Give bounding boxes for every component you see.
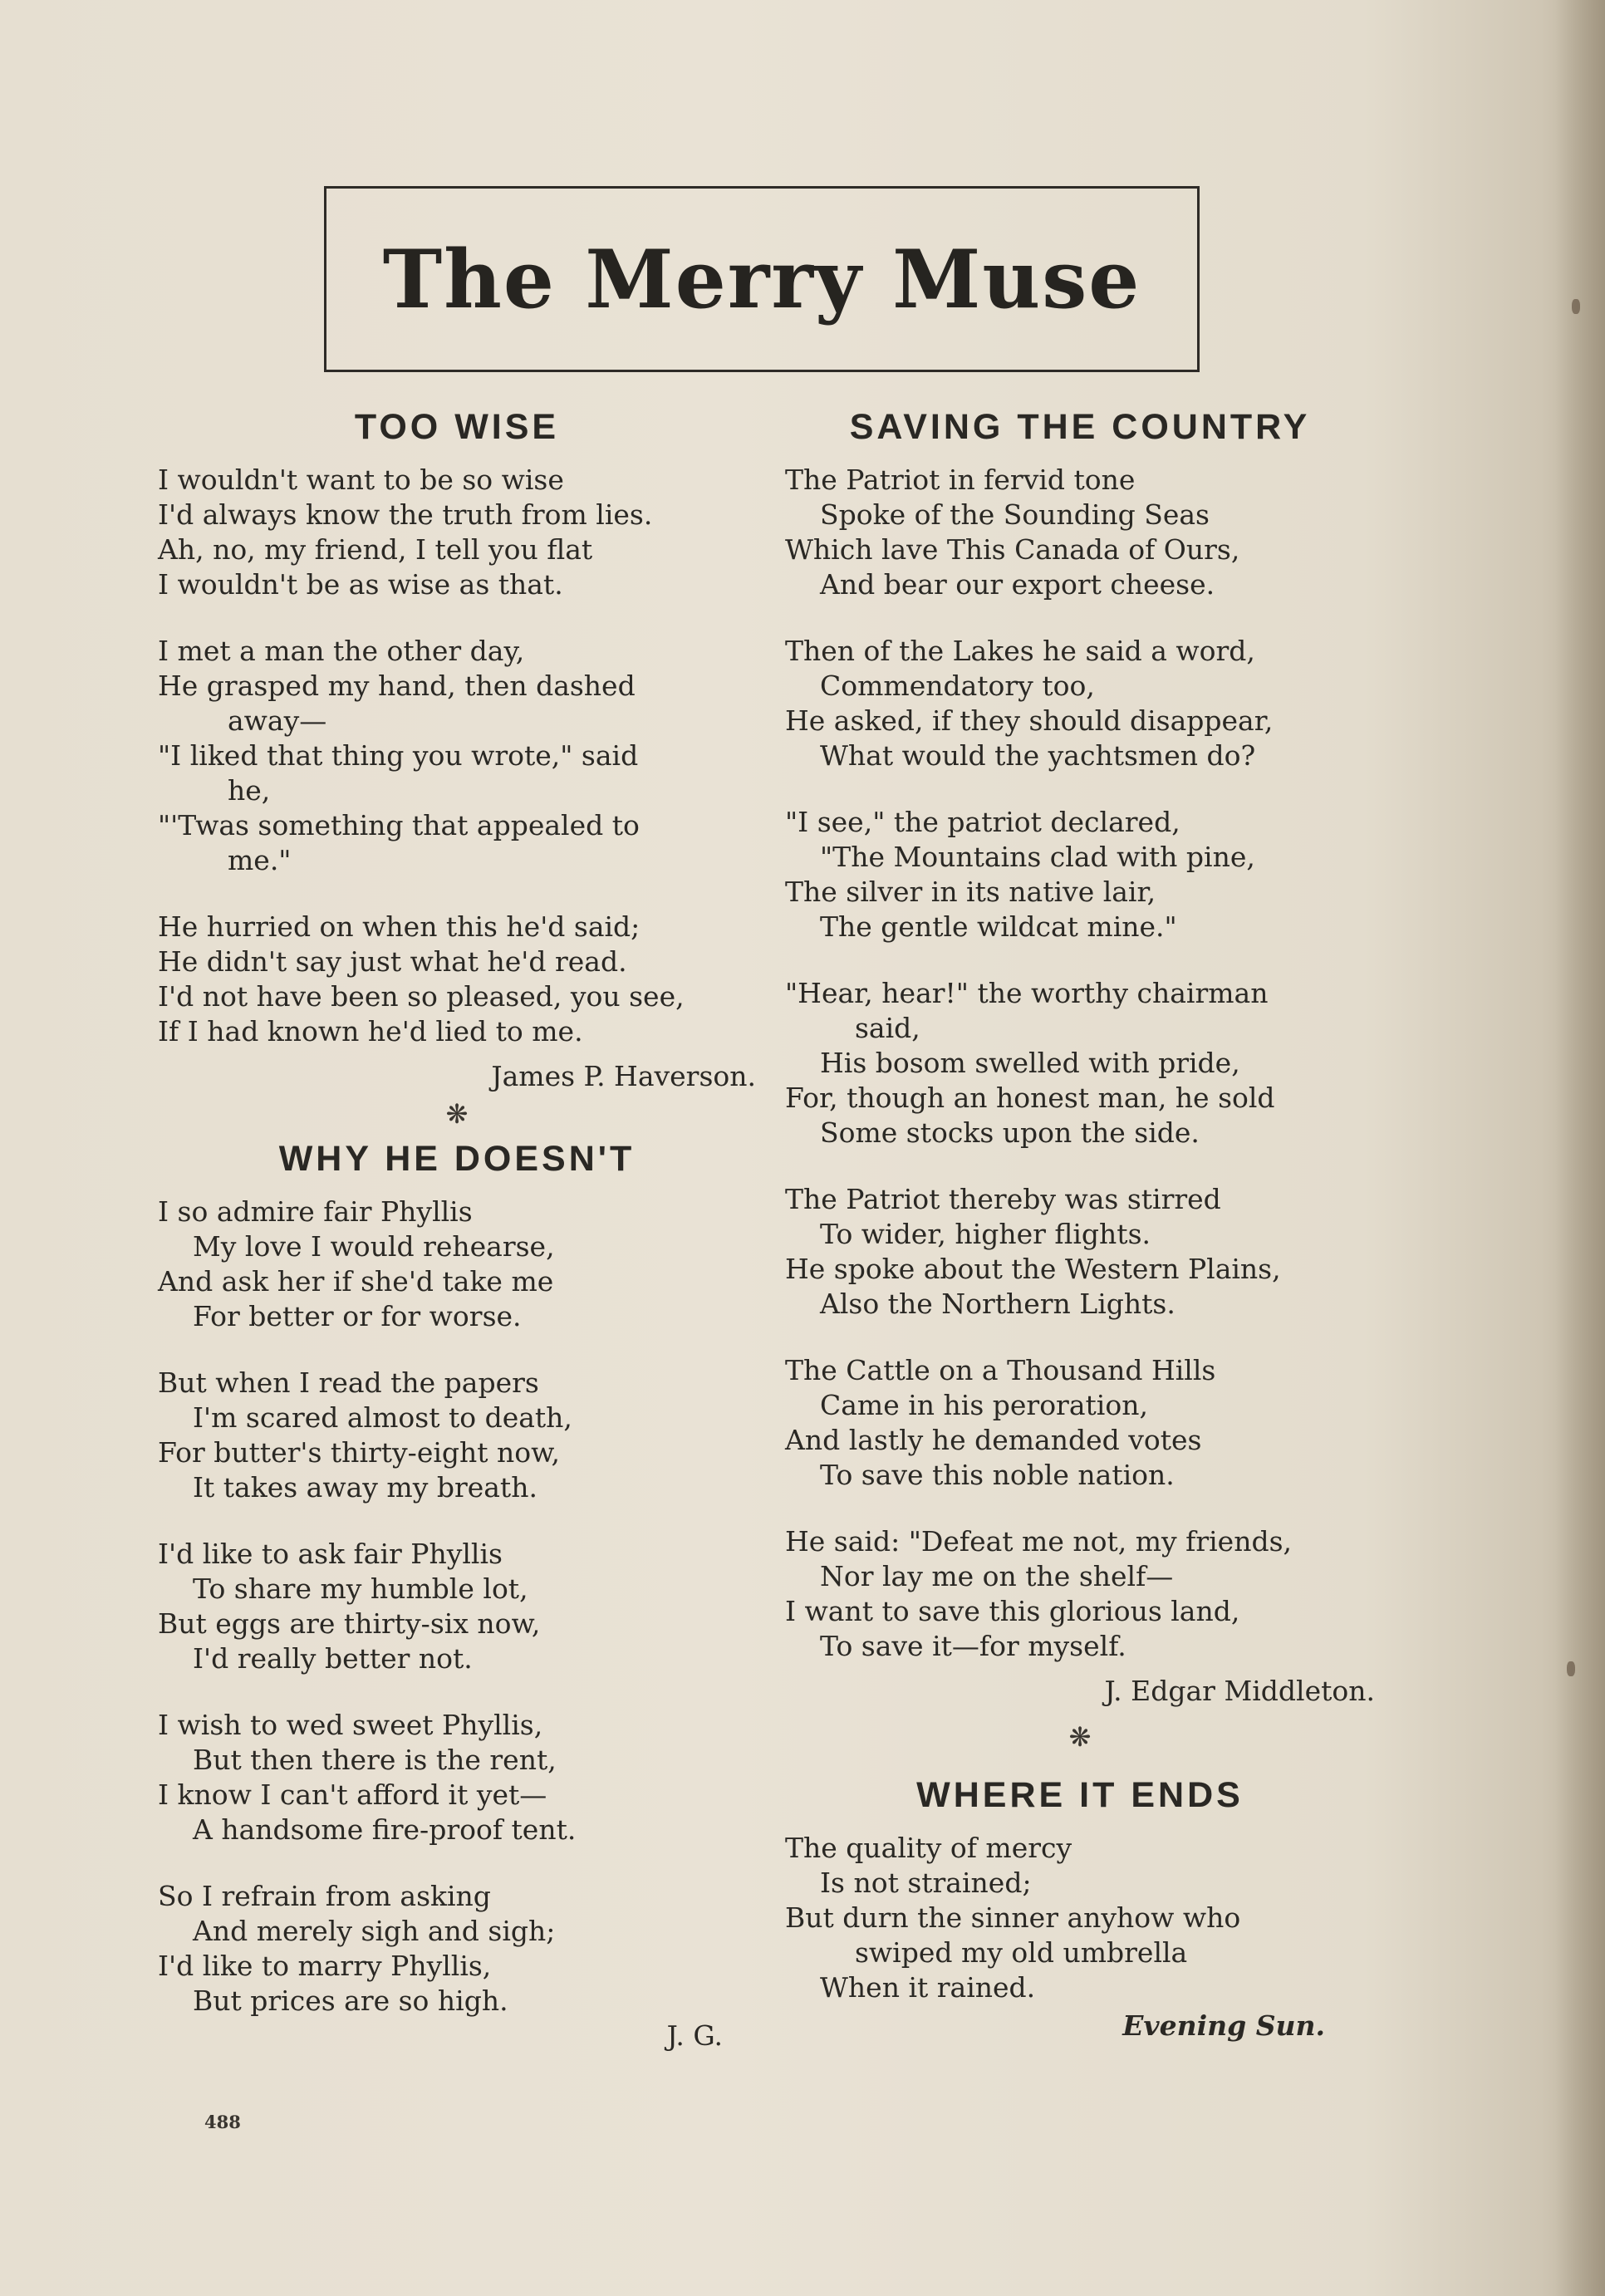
poem-line: For butter's thirty-eight now, [158,1436,560,1469]
poem-line: I wouldn't be as wise as that. [158,568,563,601]
poem-line: I'd not have been so pleased, you see, [158,980,685,1013]
asterism-ornament: ❋ [1068,1721,1092,1753]
page-number: 488 [204,2112,241,2132]
poem-line: But then there is the rent, [193,1744,557,1776]
asterism-ornament: ❋ [445,1098,469,1130]
poem-line: So I refrain from asking [158,1880,491,1912]
poem-line: Then of the Lakes he said a word, [785,635,1255,667]
poem-line: away— [228,704,327,737]
paper-stain [1572,299,1580,314]
poem-author: J. Edgar Middleton. [1104,1675,1375,1707]
poem-line: He grasped my hand, then dashed [158,670,636,702]
stanza [785,1353,1375,1493]
poem-line: "'Twas something that appealed to [158,809,640,841]
paper-stain [1567,1661,1575,1676]
poem-line: And merely sigh and sigh; [193,1915,556,1947]
stanza [785,976,1375,1150]
right-column [785,407,1375,2043]
poem-line: I want to save this glorious land, [785,1595,1240,1627]
poem-line: And ask her if she'd take me [158,1265,554,1298]
poem-line: But when I read the papers [158,1366,539,1399]
poem-line: What would the yachtsmen do? [820,739,1256,772]
poem-line: I know I can't afford it yet— [158,1778,547,1811]
poem-line: I'd like to marry Phyllis, [158,1950,492,1982]
poem-line: I'd really better not. [193,1642,473,1675]
poem-line: said, [855,1012,920,1044]
poem-line: And lastly he demanded votes [785,1424,1202,1456]
poem-line: I'd like to ask fair Phyllis [158,1538,503,1570]
poem-line: When it rained. [820,1971,1036,2004]
poem-line: "I see," the patriot declared, [785,806,1180,838]
poem-line: To save it—for myself. [820,1630,1126,1662]
poem-line: My love I would rehearse, [193,1230,555,1263]
poem-line: Nor lay me on the shelf— [820,1560,1174,1592]
stanza [785,463,1375,602]
poem-line: The quality of mercy [785,1832,1072,1864]
poem-line: Some stocks upon the side. [820,1116,1200,1149]
poem-line: "I liked that thing you wrote," said [158,739,639,772]
poem-line: He said: "Defeat me not, my friends, [785,1525,1293,1558]
poem-line: His bosom swelled with pride, [820,1047,1240,1079]
poem-line: For better or for worse. [193,1300,522,1332]
poem-line: If I had known he'd lied to me. [158,1015,583,1047]
stanza [785,1831,1375,2005]
poem-line: Commendatory too, [820,670,1095,702]
poem-line: He spoke about the Western Plains, [785,1253,1281,1285]
stanza [158,1708,756,1847]
poem-line: Which lave This Canada of Ours, [785,533,1240,566]
poem-where-it-ends [785,1775,1375,2043]
poem-line: Spoke of the Sounding Seas [820,498,1210,531]
stanza [785,634,1375,773]
stanza [158,1879,756,2019]
poem-line: I'd always know the truth from lies. [158,498,653,531]
poem-title: WHY HE DOESN'T [278,1139,636,1179]
page-title: The Merry Muse [382,232,1141,326]
poem-line: But eggs are thirty-six now, [158,1607,541,1640]
poem-line: To share my humble lot, [193,1572,528,1605]
poem-line: The silver in its native lair, [785,876,1156,908]
poem-saving-the-country [785,407,1375,1709]
poem-line: He hurried on when this he'd said; [158,910,641,943]
poem-line: me." [228,844,292,876]
poem-line: The Cattle on a Thousand Hills [785,1354,1216,1386]
poem-line: I'm scared almost to death, [193,1401,572,1434]
poem-line: A handsome fire-proof tent. [193,1813,577,1846]
poem-line: It takes away my breath. [193,1471,537,1504]
stanza [158,1195,756,1334]
poem-why-he-doesnt [158,1139,756,2053]
poem-line: To wider, higher flights. [820,1218,1151,1250]
poem-line: He didn't say just what he'd read. [158,945,627,978]
poem-line: I so admire fair Phyllis [158,1195,473,1228]
stanza [785,1182,1375,1322]
stanza [785,1524,1375,1664]
poem-title: WHERE IT ENDS [916,1775,1244,1815]
poem-line: The gentle wildcat mine." [820,910,1177,943]
poem-line: For, though an honest man, he sold [785,1082,1275,1114]
poem-line: "The Mountains clad with pine, [820,841,1255,873]
masthead-box [324,186,1200,372]
poem-line: The Patriot in fervid tone [785,464,1136,496]
stanza [785,805,1375,944]
poem-line: The Patriot thereby was stirred [785,1183,1221,1215]
poem-author: Evening Sun. [1122,2009,1325,2042]
stanza [158,634,756,878]
poem-line: And bear our export cheese. [820,568,1215,601]
poem-line: Ah, no, my friend, I tell you flat [158,533,593,566]
stanza [158,1537,756,1676]
poem-author: J. G. [666,2019,723,2052]
poem-line: But durn the sinner anyhow who [785,1901,1241,1934]
poem-line: "Hear, hear!" the worthy chairman [785,977,1269,1009]
poem-author: James P. Haverson. [491,1060,756,1092]
poem-line: But prices are so high. [193,1984,508,2017]
poem-line: Is not strained; [820,1867,1032,1899]
poem-title: TOO WISE [354,407,560,447]
poem-title: SAVING THE COUNTRY [849,407,1311,447]
poem-line: Also the Northern Lights. [820,1288,1176,1320]
stanza [158,463,756,602]
poem-line: I wish to wed sweet Phyllis, [158,1709,543,1741]
poem-too-wise [158,407,756,1094]
left-column [158,407,756,2053]
poem-line: I wouldn't want to be so wise [158,464,564,496]
stanza [158,910,756,1049]
page-fold-shadow [1555,0,1605,2296]
poem-line: swiped my old umbrella [855,1936,1188,1969]
poem-line: he, [228,774,271,807]
poem-line: He asked, if they should disappear, [785,704,1274,737]
poem-line: I met a man the other day, [158,635,525,667]
stanza [158,1366,756,1505]
poem-line: Came in his peroration, [820,1389,1148,1421]
poem-line: To save this noble nation. [820,1459,1175,1491]
